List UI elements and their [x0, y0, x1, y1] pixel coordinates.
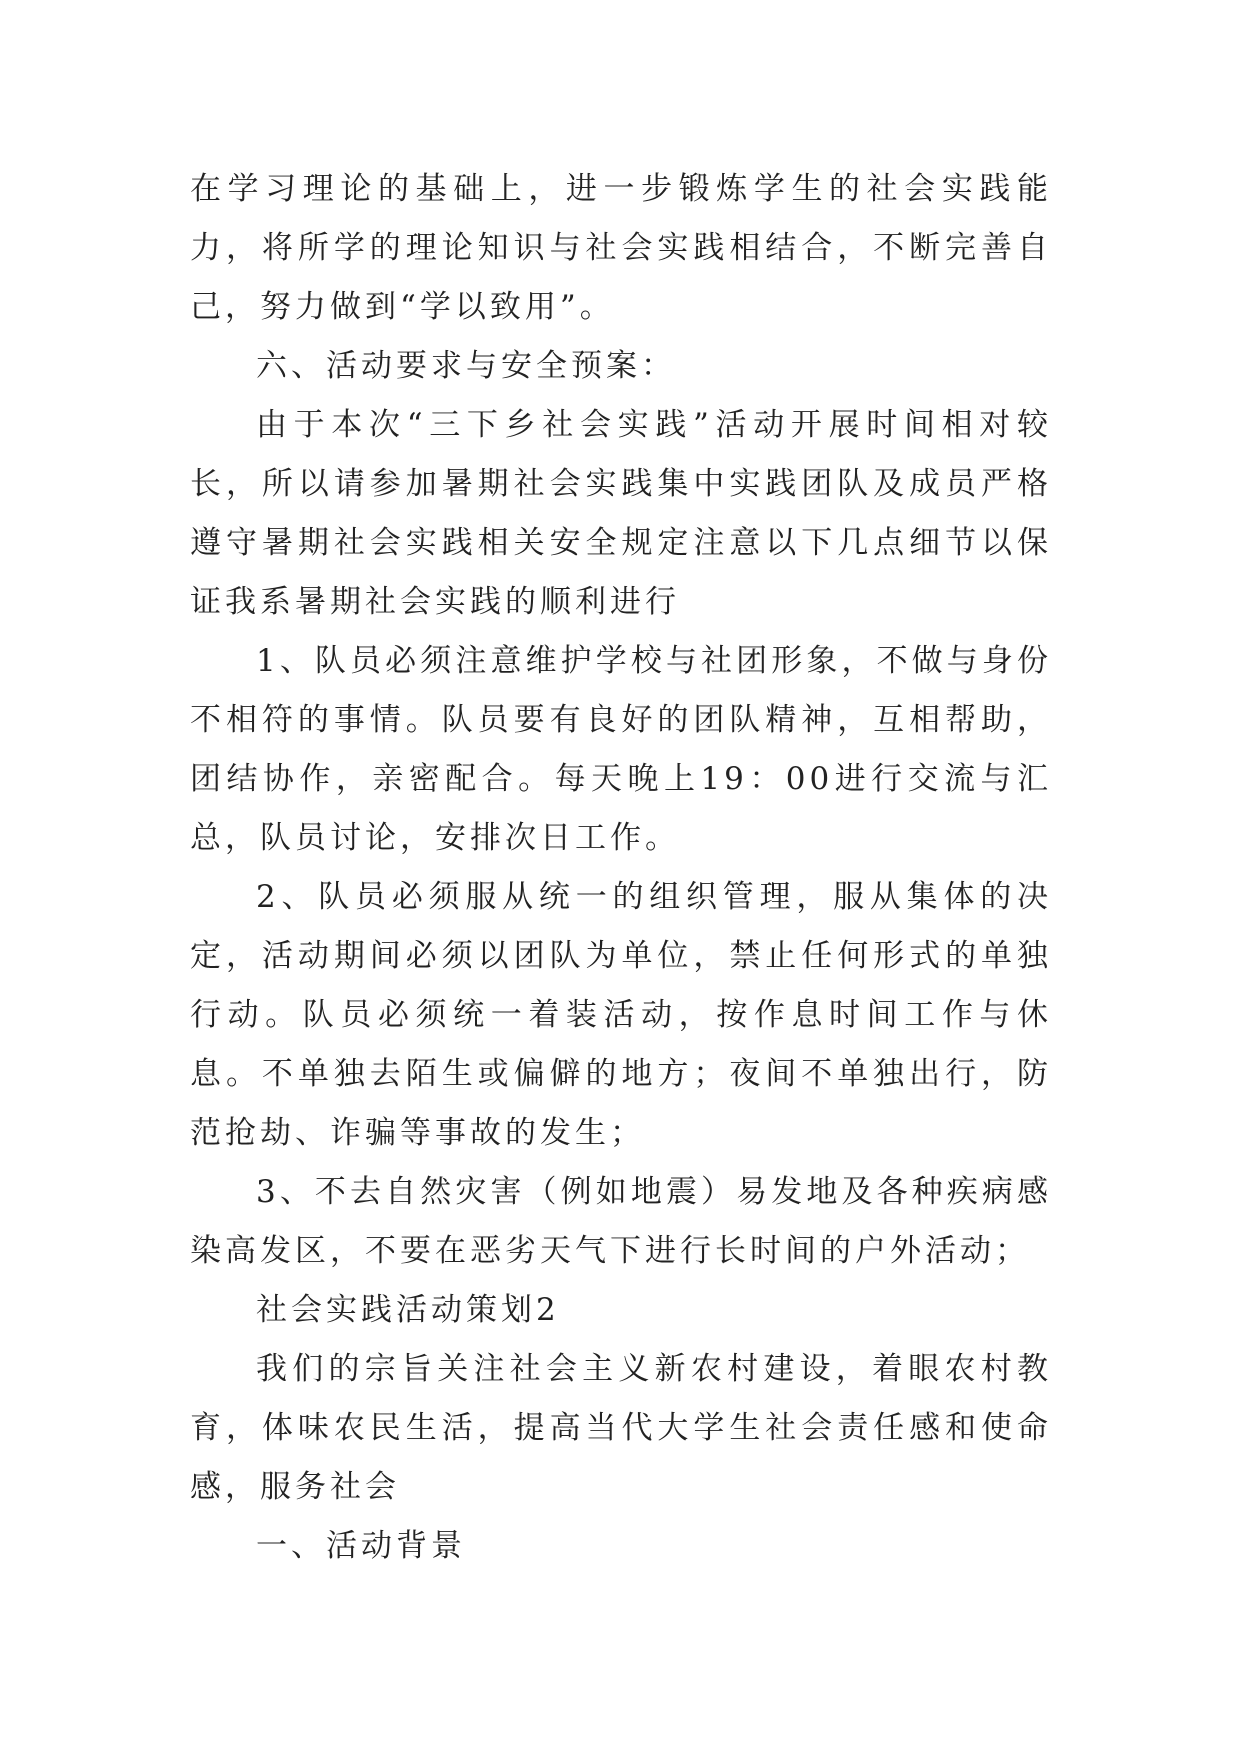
section-heading-requirements: 六、活动要求与安全预案： — [256, 348, 676, 384]
list-item-rule-1: 1、队员必须注意维护学校与社团形象，不做与身份不相符的事情。队员要有良好的团队精神，互相帮助，团结协作，亲密配合。每天晚上19：00进行交流与汇总，队员讨论，安排次日工作。 — [190, 643, 1052, 856]
paragraph-purpose: 我们的宗旨关注社会主义新农村建设，着眼农村教育，体味农民生活，提高当代大学生社会责任感和使命感，服务社会 — [190, 1351, 1052, 1505]
paragraph-intro: 在学习理论的基础上，进一步锻炼学生的社会实践能力，将所学的理论知识与社会实践相结合，不断完善自己，努力做到“学以致用”。 — [190, 171, 1052, 325]
list-item-rule-3: 3、不去自然灾害（例如地震）易发地及各种疾病感染高发区，不要在恶劣天气下进行长时间的户外活动； — [190, 1174, 1052, 1269]
paragraph-safety-notice: 由于本次“三下乡社会实践”活动开展时间相对较长，所以请参加暑期社会实践集中实践团队及成员严格遵守暑期社会实践相关安全规定注意以下几点细节以保证我系暑期社会实践的顺利进行 — [190, 407, 1052, 620]
document-body — [190, 160, 1052, 1576]
list-item-rule-2: 2、队员必须服从统一的组织管理，服从集体的决定，活动期间必须以团队为单位，禁止任何形式的单独行动。队员必须统一着装活动，按作息时间工作与休息。不单独去陌生或偏僻的地方；夜间不单独出行，防范抢劫、诈骗等事故的发生； — [190, 879, 1052, 1151]
section-title-plan-2: 社会实践活动策划2 — [256, 1292, 560, 1328]
section-heading-background: 一、活动背景 — [256, 1528, 466, 1564]
